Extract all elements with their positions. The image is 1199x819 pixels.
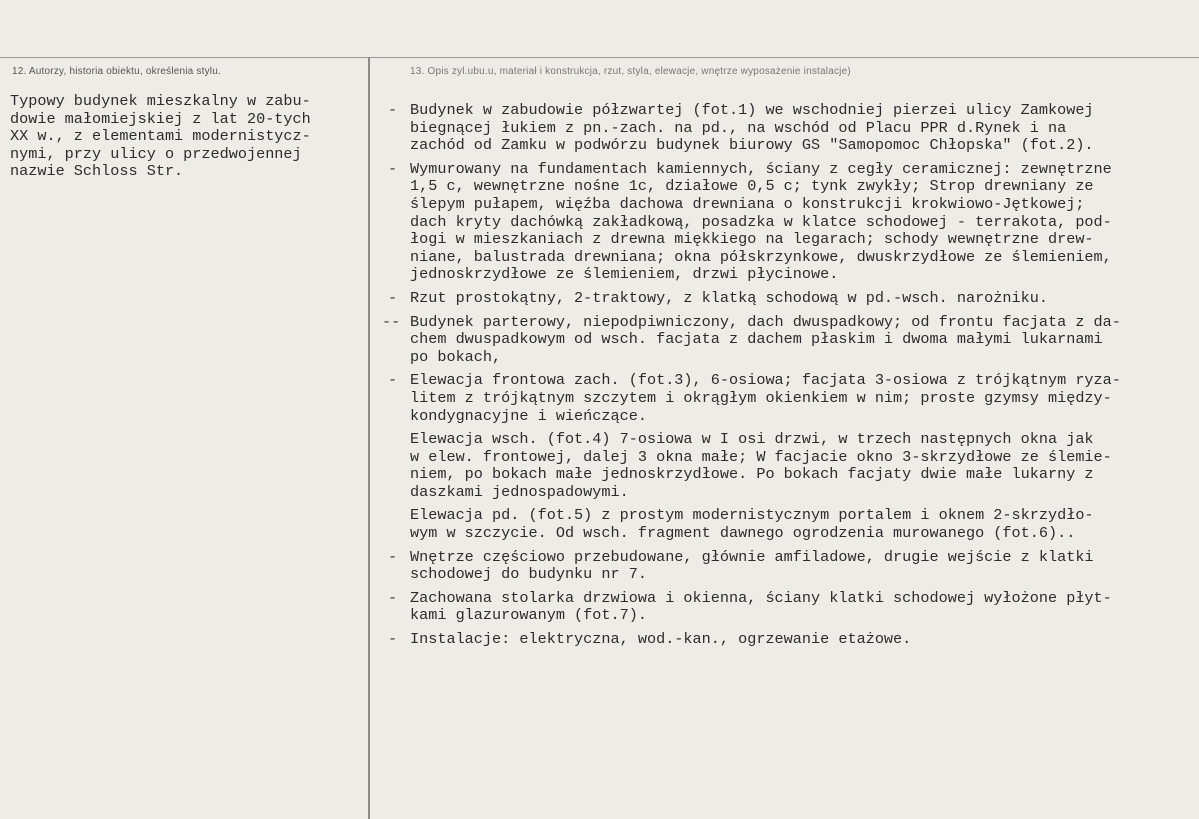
- column-divider: [368, 57, 370, 819]
- list-item-text: Elewacja wsch. (fot.4) 7-osiowa w I osi drzwi, w trzech następnych okna jak w elew. frontowej, dalej 3 okna małe; W facjacie okno 3-skrzydłowe ze ślemie- niem, po bokach małe jednoskrzydłowe. Po bokach facjaty dwie małe lukarny z daszkami jednospadowymi.: [410, 430, 1112, 501]
- list-item: [388, 161, 1188, 284]
- list-item: [388, 631, 1188, 649]
- bullet-dash: -: [388, 547, 398, 566]
- list-item: [388, 549, 1188, 584]
- right-column-header: 13. Opis zyl.ubu.u, materiał i konstrukcja, rzut, styla, elewacje, wnętrze wyposażenie instalacje): [410, 66, 851, 77]
- list-item: [388, 431, 1188, 501]
- bullet-dash: -: [388, 371, 398, 390]
- list-item: [388, 102, 1188, 155]
- list-item: [382, 312, 1188, 367]
- bullet-dash: -: [388, 101, 398, 119]
- list-item-text: Wymurowany na fundamentach kamiennych, ściany z cegły ceramicznej: zewnętrzne 1,5 c, wewnętrzne nośne 1c, działowe 0,5 c; tynk zwykły; Strop drewniany ze ślepym pułapem, więźba dachowa drewniana o konstrukcji krokwiowo-Jętkowej; dach kryty dachówką zakładkową, posadzka w klatce schodowej - terrakota, pod- łogi w mieszkaniach z drewna miękkiego na legarach; schody wewnętrzne drew- niane, balustrada drewniana; okna półskrzynkowe, dwuskrzydłowe ze ślemieniem, jednoskrzydłowe ze ślemieniem, drzwi płycinowe.: [410, 159, 1112, 284]
- list-item-text: Elewacja frontowa zach. (fot.3), 6-osiowa; facjata 3-osiowa z trójkątnym ryza- litem z trójkątnym szczytem i okrągłym okienkiem w nim; proste gzymsy między- kondygnacyjne i wieńczące.: [410, 371, 1121, 425]
- list-item-text: Instalacje: elektryczna, wod.-kan., ogrzewanie etażowe.: [410, 630, 912, 649]
- bullet-dash: -: [388, 159, 398, 178]
- list-item-text: Budynek w zabudowie półzwartej (fot.1) we wschodniej pierzei ulicy Zamkowej biegnącej łukiem z pn.-zach. na pd., na wschód od Placu PPR d.Rynek i na zachód od Zamku w podwórzu budynek biurowy GS "Samopomoc Chłopska" (fot.2).: [410, 101, 1094, 155]
- list-item-text: Budynek parterowy, niepodpiwniczony, dach dwuspadkowy; od frontu facjata z da- chem dwuspadkowym od wsch. facjata z dachem płaskim i dwoma małymi lukarnami po bokach,: [410, 312, 1121, 366]
- list-item: [388, 590, 1188, 625]
- bullet-dash: -: [388, 588, 398, 607]
- list-item: [388, 290, 1188, 308]
- list-item-text: Elewacja pd. (fot.5) z prostym modernistycznym portalem i oknem 2-skrzydło- wym w szczycie. Od wsch. fragment dawnego ogrodzenia murowanego (fot.6)..: [410, 506, 1094, 543]
- left-column-text: Typowy budynek mieszkalny w zabu- dowie małomiejskiej z lat 20-tych XX w., z elementami modernistycz- nymi, przy ulicy o przedwojennej nazwie Schloss Str.: [10, 92, 311, 180]
- bullet-dash: --: [382, 312, 401, 331]
- bullet-dash: -: [388, 630, 398, 649]
- list-item-text: Zachowana stolarka drzwiowa i okienna, ściany klatki schodowej wyłożone płyt- kami glazurowanym (fot.7).: [410, 588, 1112, 625]
- list-item: [388, 372, 1188, 425]
- description-list: [382, 101, 1188, 655]
- list-item-text: Rzut prostokątny, 2-traktowy, z klatką schodową w pd.-wsch. narożniku.: [410, 288, 1048, 307]
- list-item: [388, 507, 1188, 542]
- left-column-header: 12. Autorzy, historia obiektu, określenia stylu.: [12, 66, 221, 77]
- top-rule: [0, 57, 1199, 58]
- bullet-dash: -: [388, 288, 398, 307]
- list-item-text: Wnętrze częściowo przebudowane, głównie amfiladowe, drugie wejście z klatki schodowej do budynku nr 7.: [410, 547, 1094, 584]
